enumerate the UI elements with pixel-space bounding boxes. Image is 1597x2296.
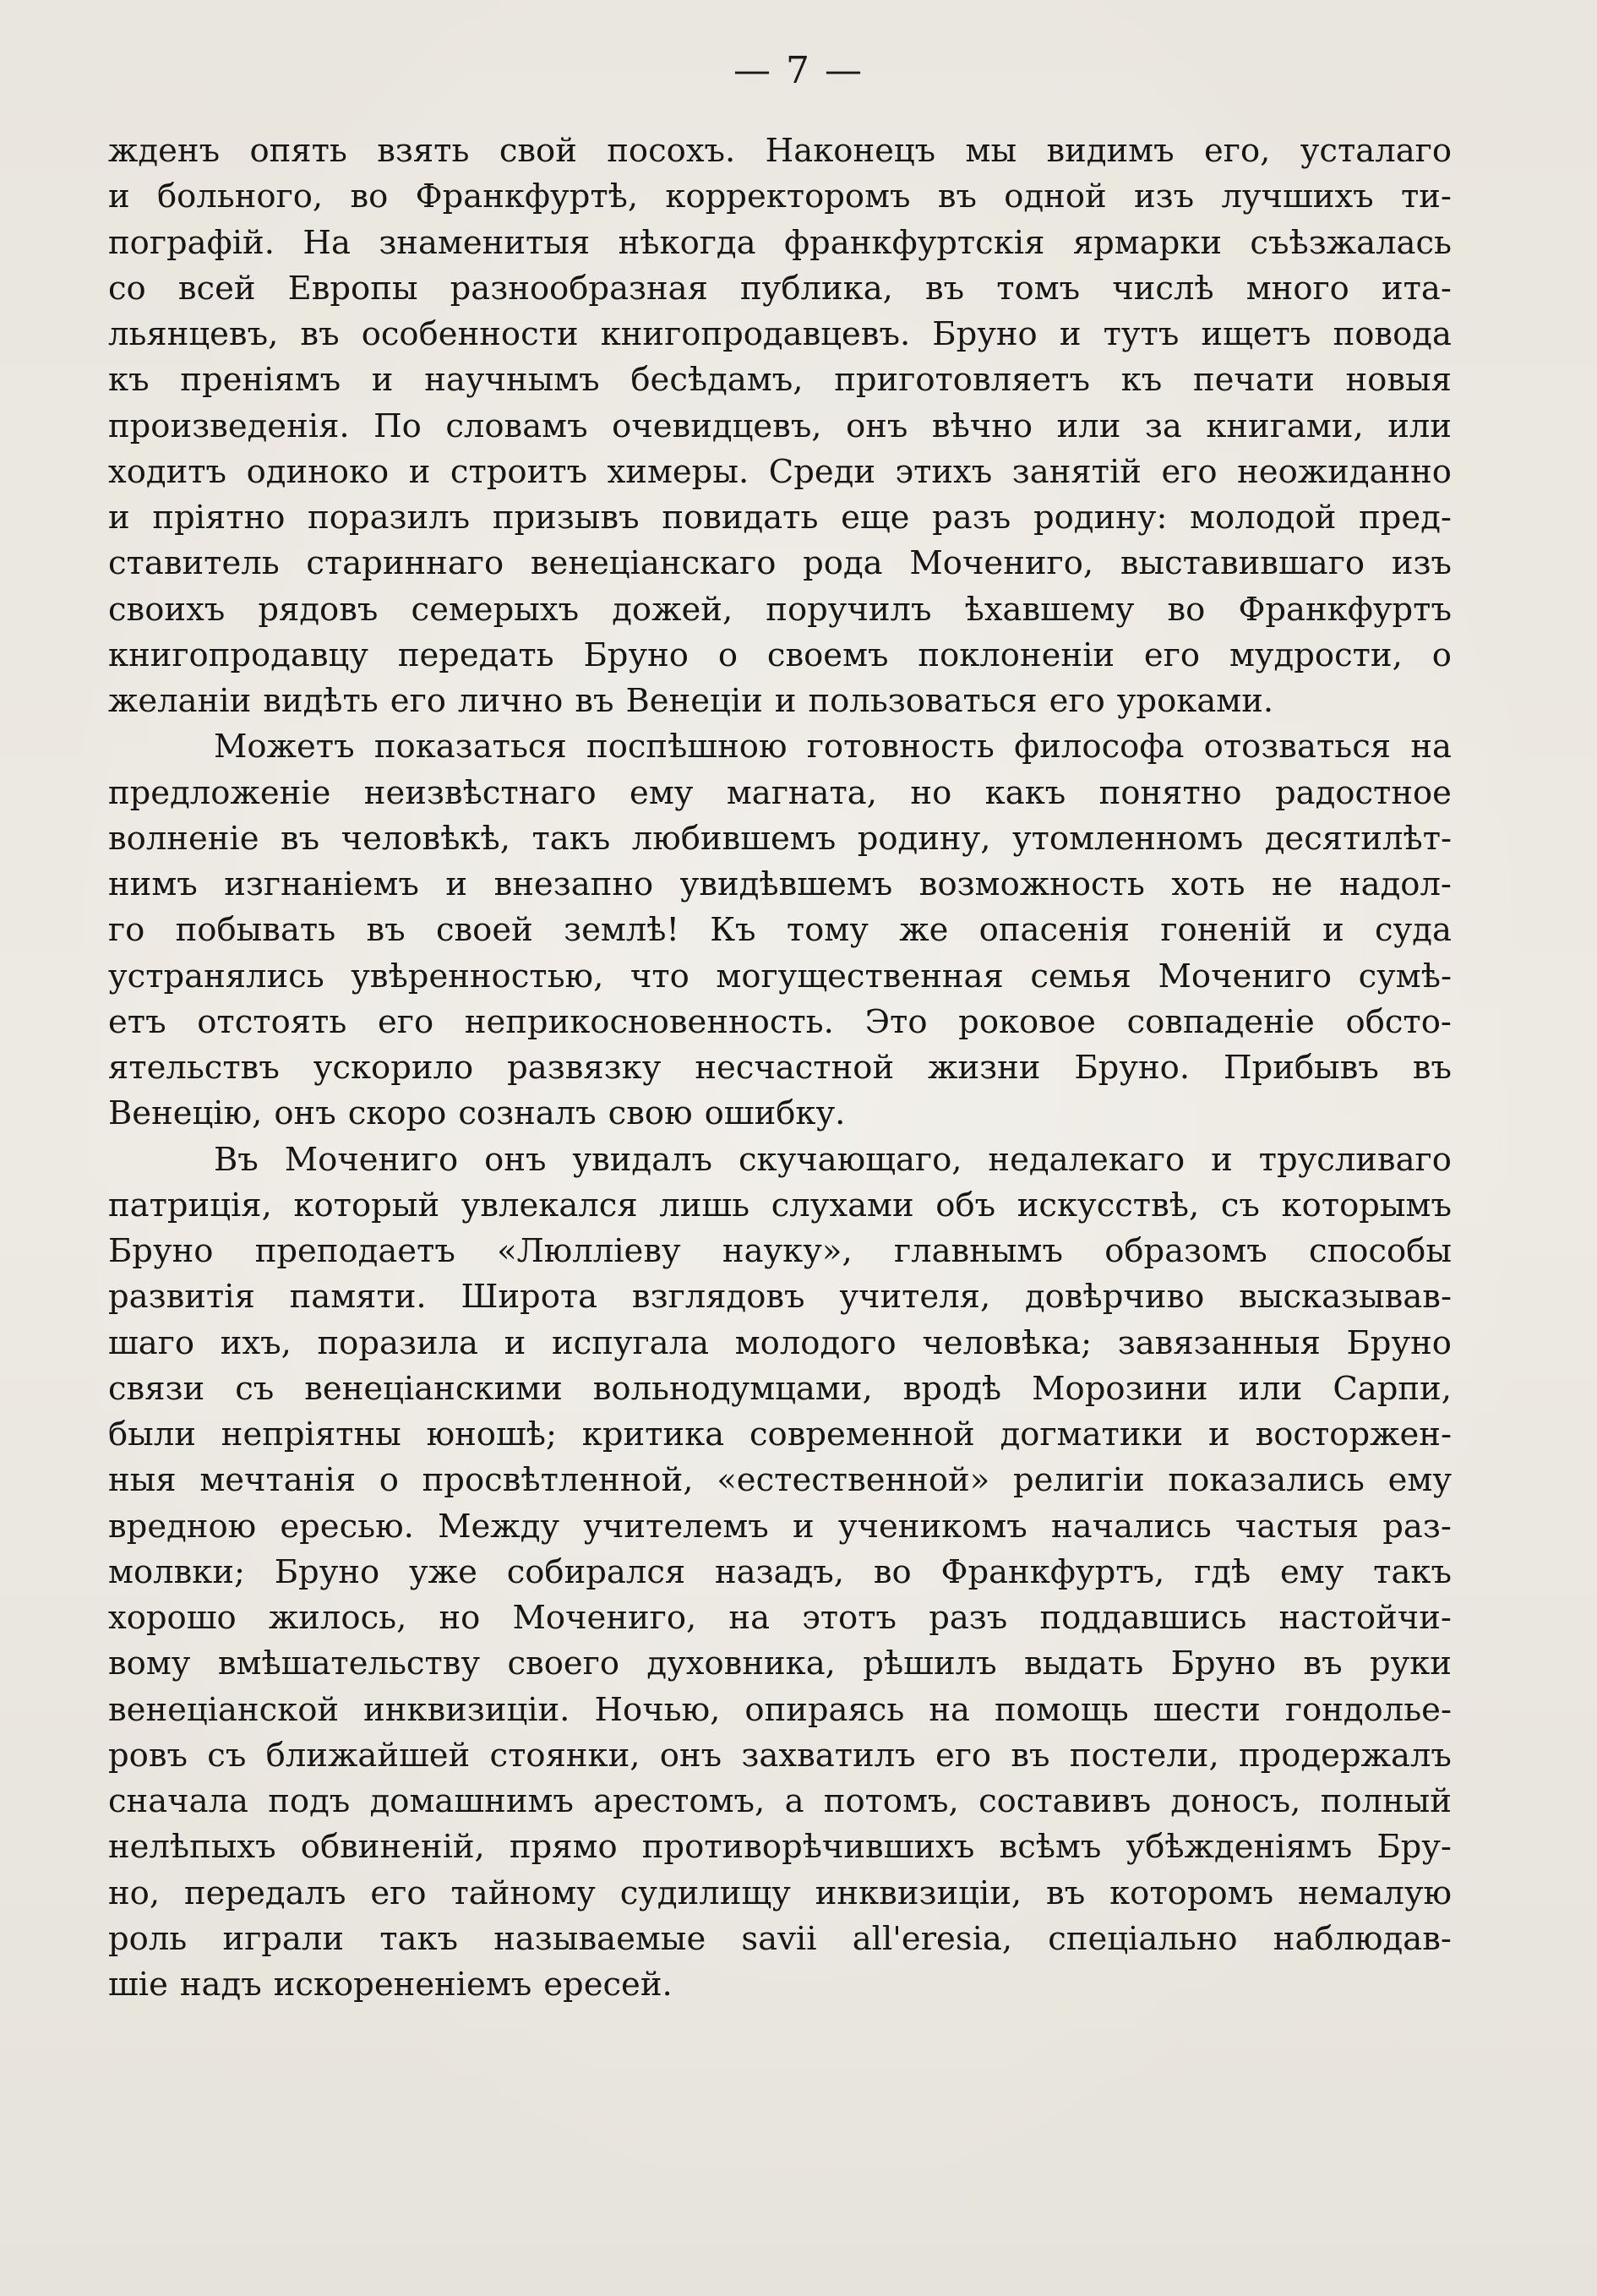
text-line: нимъ изгнаніемъ и внезапно увидѣвшемъ возможность хоть не надол- bbox=[108, 865, 1452, 903]
text-line: къ преніямъ и научнымъ бесѣдамъ, приготовляетъ къ печати новыя bbox=[108, 361, 1452, 400]
page-number: — 7 — bbox=[733, 49, 864, 92]
text-line: го побывать въ своей землѣ! Къ тому же опасенія гоненій и суда bbox=[108, 911, 1452, 950]
body-text bbox=[108, 128, 1452, 2008]
text-line: ставитель стариннаго венеціанскаго рода Мочениго, выставившаго изъ bbox=[108, 544, 1452, 583]
text-line: пографій. На знаменитыя нѣкогда франкфуртскія ярмарки съѣзжалась bbox=[108, 223, 1452, 262]
text-line: нелѣпыхъ обвиненій, прямо противорѣчившихъ всѣмъ убѣжденіямъ Бру- bbox=[108, 1828, 1452, 1867]
text-line: шаго ихъ, поразила и испугала молодого человѣка; завязанныя Бруно bbox=[108, 1323, 1452, 1362]
text-line: молвки; Бруно уже собирался назадъ, во Франкфуртъ, гдѣ ему такъ bbox=[108, 1552, 1452, 1591]
text-line: Бруно преподаетъ «Люлліеву науку», главнымъ образомъ способы bbox=[108, 1232, 1452, 1270]
text-line: шіе надъ искорененіемъ ересей. bbox=[108, 1966, 673, 2004]
text-line: ровъ съ ближайшей стоянки, онъ захватилъ его въ постели, продержалъ bbox=[108, 1736, 1452, 1775]
text-line: были непріятны юношѣ; критика современной догматики и восторжен- bbox=[108, 1415, 1452, 1453]
text-line: венеціанской инквизиціи. Ночью, опираясь на помощь шести гондолье- bbox=[108, 1690, 1452, 1729]
text-line: развитія памяти. Широта взглядовъ учителя, довѣрчиво высказывав- bbox=[108, 1278, 1452, 1317]
text-line: етъ отстоять его неприкосновенность. Это роковое совпаденіе обсто- bbox=[108, 1002, 1452, 1041]
text-line: льянцевъ, въ особенности книгопродавцевъ. Бруно и тутъ ищетъ повода bbox=[108, 315, 1452, 353]
text-line: Можетъ показаться поспѣшною готовность философа отозваться на bbox=[214, 728, 1452, 766]
text-line: желаніи видѣть его лично въ Венеціи и пользоваться его уроками. bbox=[108, 682, 1274, 720]
text-line: но, передалъ его тайному судилищу инквизиціи, въ которомъ немалую bbox=[108, 1873, 1452, 1912]
text-line: вому вмѣшательству своего духовника, рѣшилъ выдать Бруно въ руки bbox=[108, 1644, 1452, 1683]
text-line: ныя мечтанія о просвѣтленной, «естественной» религіи показались ему bbox=[108, 1461, 1452, 1500]
text-line: и больного, во Франкфуртѣ, корректоромъ въ одной изъ лучшихъ ти- bbox=[108, 177, 1452, 216]
text-line: вредною ересью. Между учителемъ и ученикомъ начались частыя раз- bbox=[108, 1507, 1452, 1546]
text-line: своихъ рядовъ семерыхъ дожей, поручилъ ѣхавшему во Франкфуртъ bbox=[108, 590, 1452, 629]
text-line: роль играли такъ называемые savii all'eresia, спеціально наблюдав- bbox=[108, 1919, 1452, 1958]
text-line: ятельствъ ускорило развязку несчастной жизни Бруно. Прибывъ въ bbox=[108, 1049, 1452, 1087]
text-line: книгопродавцу передать Бруно о своемъ поклоненіи его мудрости, о bbox=[108, 635, 1452, 674]
text-line: сначала подъ домашнимъ арестомъ, а потомъ, составивъ доносъ, полный bbox=[108, 1782, 1452, 1820]
text-line: ходитъ одиноко и строитъ химеры. Среди этихъ занятій его неожиданно bbox=[108, 452, 1452, 491]
paragraph bbox=[108, 724, 1452, 1137]
text-line: патриція, который увлекался лишь слухами объ искусствѣ, съ которымъ bbox=[108, 1186, 1452, 1224]
text-line: предложеніе неизвѣстнаго ему магната, но какъ понятно радостное bbox=[108, 773, 1452, 812]
text-line: хорошо жилось, но Мочениго, на этотъ разъ поддавшись настойчи- bbox=[108, 1599, 1452, 1637]
text-line: Венецію, онъ скоро созналъ свою ошибку. bbox=[108, 1094, 846, 1133]
text-line: и пріятно поразилъ призывъ повидать еще разъ родину: молодой пред- bbox=[108, 499, 1452, 537]
text-line: устранялись увѣренностью, что могущественная семья Мочениго сумѣ- bbox=[108, 957, 1452, 995]
text-line: связи съ венеціанскими вольнодумцами, вродѣ Морозини или Сарпи, bbox=[108, 1369, 1452, 1408]
paragraph bbox=[108, 128, 1452, 724]
text-line: волненіе въ человѣкѣ, такъ любившемъ родину, утомленномъ десятилѣт- bbox=[108, 819, 1452, 858]
text-line: жденъ опять взять свой посохъ. Наконецъ мы видимъ его, усталаго bbox=[108, 132, 1452, 170]
paragraph bbox=[108, 1137, 1452, 2009]
text-line: Въ Мочениго онъ увидалъ скучающаго, недалекаго и трусливаго bbox=[214, 1140, 1452, 1179]
text-line: со всей Европы разнообразная публика, въ томъ числѣ много ита- bbox=[108, 269, 1452, 308]
text-line: произведенія. По словамъ очевидцевъ, онъ вѣчно или за книгами, или bbox=[108, 406, 1452, 445]
